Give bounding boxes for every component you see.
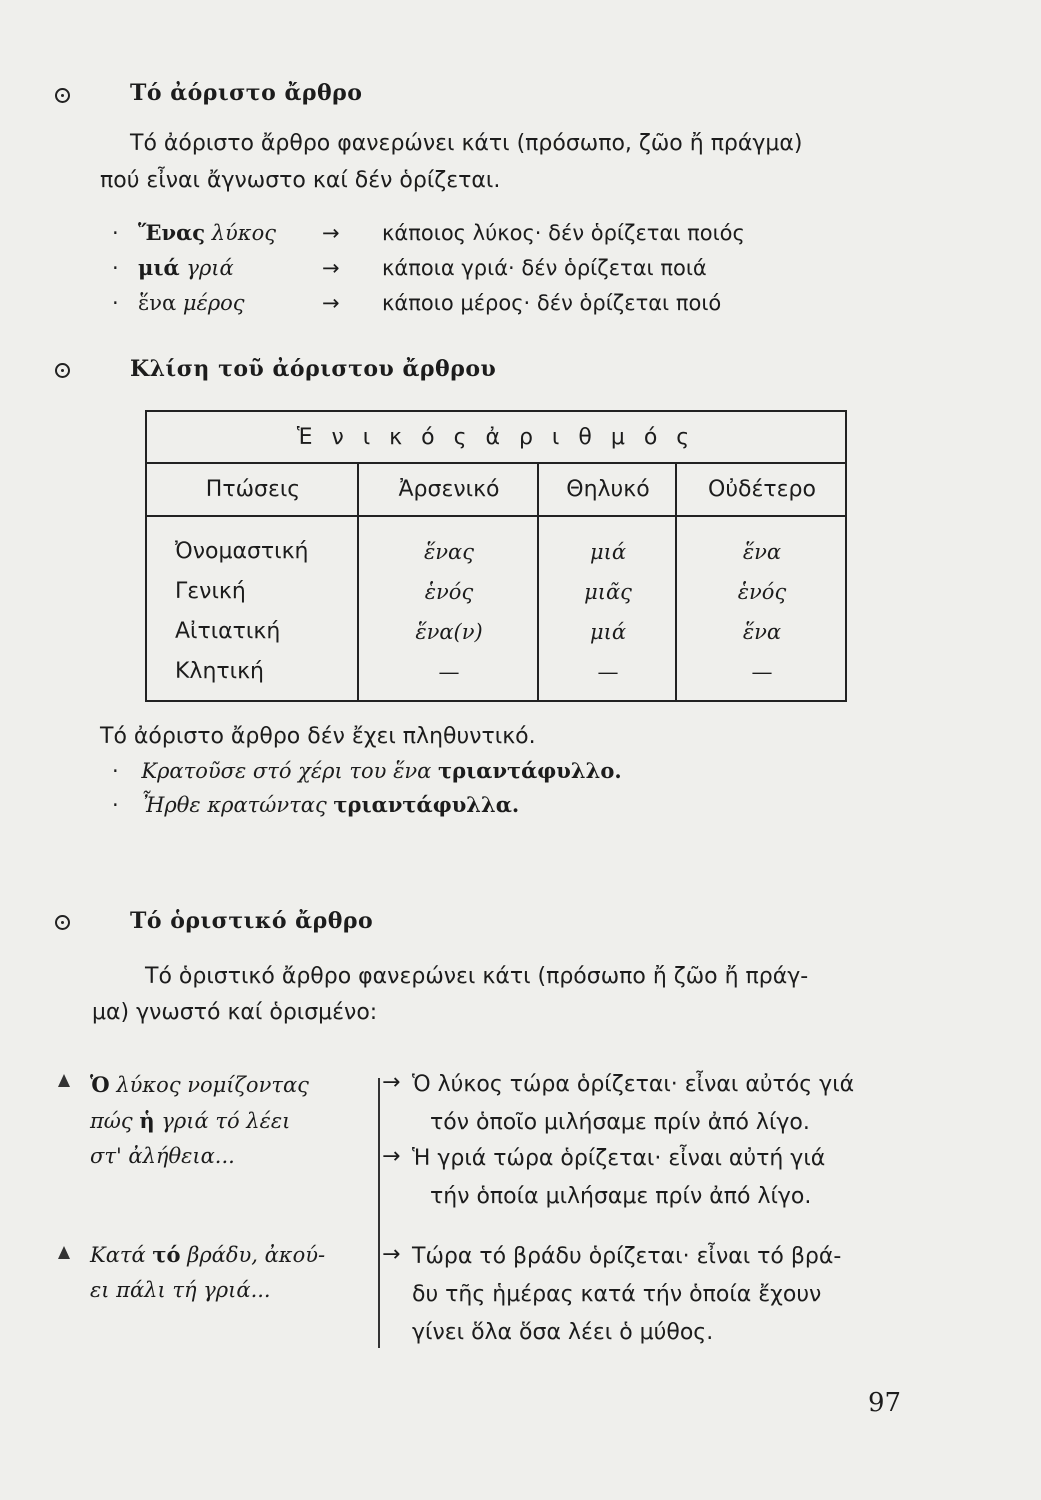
explanation-line: Ἡ γριά τώρα ὁρίζεται· εἶναι αὐτή γιά (412, 1146, 826, 1171)
table-cell: μιά (589, 540, 627, 564)
example-explanation: κάποιο μέρος· δέν ὁρίζεται ποιό (382, 291, 722, 315)
example-explanation: κάποια γριά· δέν ὁρίζεται ποιά (382, 256, 707, 280)
section-marker-icon (55, 88, 70, 103)
table-cell: — (438, 660, 460, 684)
section-title-definite-article: Τό ὁριστικό ἄρθρο (130, 908, 374, 934)
excerpt-line: στ' ἀλήθεια... (90, 1144, 235, 1168)
table-header-cases: Πτώσεις (205, 477, 301, 502)
example-word: Ἕνας λύκος (138, 220, 276, 245)
table-case-label: Ὀνομαστική (175, 539, 309, 564)
explanation-line: τήν ὁποία μιλήσαμε πρίν ἀπό λίγο. (430, 1184, 812, 1209)
explanation-line: Τώρα τό βράδυ ὁρίζεται· εἶναι τό βρά- (412, 1244, 842, 1269)
vertical-divider (378, 1078, 380, 1348)
example-explanation: κάποιος λύκος· δέν ὁρίζεται ποιός (382, 221, 745, 245)
table-divider (147, 515, 845, 517)
explanation-line: δυ τῆς ἡμέρας κατά τήν ὁποία ἔχουν (412, 1282, 822, 1307)
explanation-line: γίνει ὅλα ὅσα λέει ὁ μύθος. (412, 1320, 714, 1345)
bullet: · (112, 256, 119, 280)
bullet: · (112, 759, 119, 783)
arrow: → (322, 291, 340, 315)
excerpt-line: ει πάλι τή γριά... (90, 1278, 271, 1302)
plural-example-1: · Κρατοῦσε στό χέρι του ἕνα τριαντάφυλλο. (112, 758, 622, 783)
triangle-marker-icon (58, 1246, 70, 1259)
section-title-declension: Κλίση τοῦ ἀόριστου ἄρθρου (130, 356, 497, 382)
excerpt-line: Ὁ λύκος νομίζοντας (90, 1072, 309, 1097)
table-cell: ἑνός (737, 580, 787, 604)
table-case-label: Κλητική (175, 659, 264, 684)
bullet: · (112, 221, 119, 245)
section-title-indefinite-article: Τό ἀόριστο ἄρθρο (130, 80, 363, 106)
table-cell: ἕνα(ν) (415, 620, 483, 644)
bullet: · (112, 291, 119, 315)
declension-table (145, 410, 847, 702)
section-marker-icon (55, 363, 70, 378)
excerpt-line: πώς ἡ γριά τό λέει (90, 1108, 291, 1133)
arrow: → (382, 1242, 401, 1267)
example-word: μιά γριά (138, 255, 234, 280)
table-cell: ἑνός (424, 580, 474, 604)
indefinite-article-definition-line1: Τό ἀόριστο ἄρθρο φανερώνει κάτι (πρόσωπο, ζῶο ἤ πράγμα) (130, 131, 803, 156)
table-header-neuter: Οὐδέτερο (708, 477, 816, 502)
table-header-feminine: Θηλυκό (566, 477, 650, 502)
definite-article-definition-line2: μα) γνωστό καί ὁρισμένο: (92, 1000, 378, 1025)
table-cell: μιά (589, 620, 627, 644)
explanation-line: τόν ὁποῖο μιλήσαμε πρίν ἀπό λίγο. (430, 1110, 810, 1135)
table-cell: μιᾶς (584, 580, 632, 604)
section-marker-icon (55, 915, 70, 930)
table-cell: — (751, 660, 773, 684)
no-plural-note: Τό ἀόριστο ἄρθρο δέν ἔχει πληθυντικό. (100, 724, 536, 749)
table-case-label: Γενική (175, 579, 246, 604)
table-cell: — (597, 660, 619, 684)
indefinite-article-definition-line2: πού εἶναι ἄγνωστο καί δέν ὁρίζεται. (100, 168, 501, 193)
example-word: ἕνα μέρος (138, 291, 245, 315)
triangle-marker-icon (58, 1074, 70, 1087)
page-number: 97 (868, 1388, 902, 1418)
arrow: → (322, 256, 340, 280)
table-case-label: Αἰτιατική (175, 619, 281, 644)
table-title: Ἑ ν ι κ ό ς ἀ ρ ι θ μ ό ς (147, 412, 845, 464)
arrow: → (382, 1070, 401, 1095)
bullet: · (112, 793, 119, 817)
arrow: → (382, 1144, 401, 1169)
table-header-masculine: Ἀρσενικό (398, 477, 500, 502)
table-cell: ἕνας (424, 540, 474, 564)
plural-example-2: · Ἦρθε κρατώντας τριαντάφυλλα. (112, 792, 520, 817)
table-cell: ἕνα (742, 620, 782, 644)
explanation-line: Ὁ λύκος τώρα ὁρίζεται· εἶναι αὐτός γιά (412, 1072, 855, 1097)
arrow: → (322, 221, 340, 245)
table-cell: ἕνα (742, 540, 782, 564)
definite-article-definition-line1: Τό ὁριστικό ἄρθρο φανερώνει κάτι (πρόσωπο ἤ ζῶο ἤ πράγ- (145, 964, 809, 989)
excerpt-line: Κατά τό βράδυ, ἀκού- (90, 1242, 326, 1267)
